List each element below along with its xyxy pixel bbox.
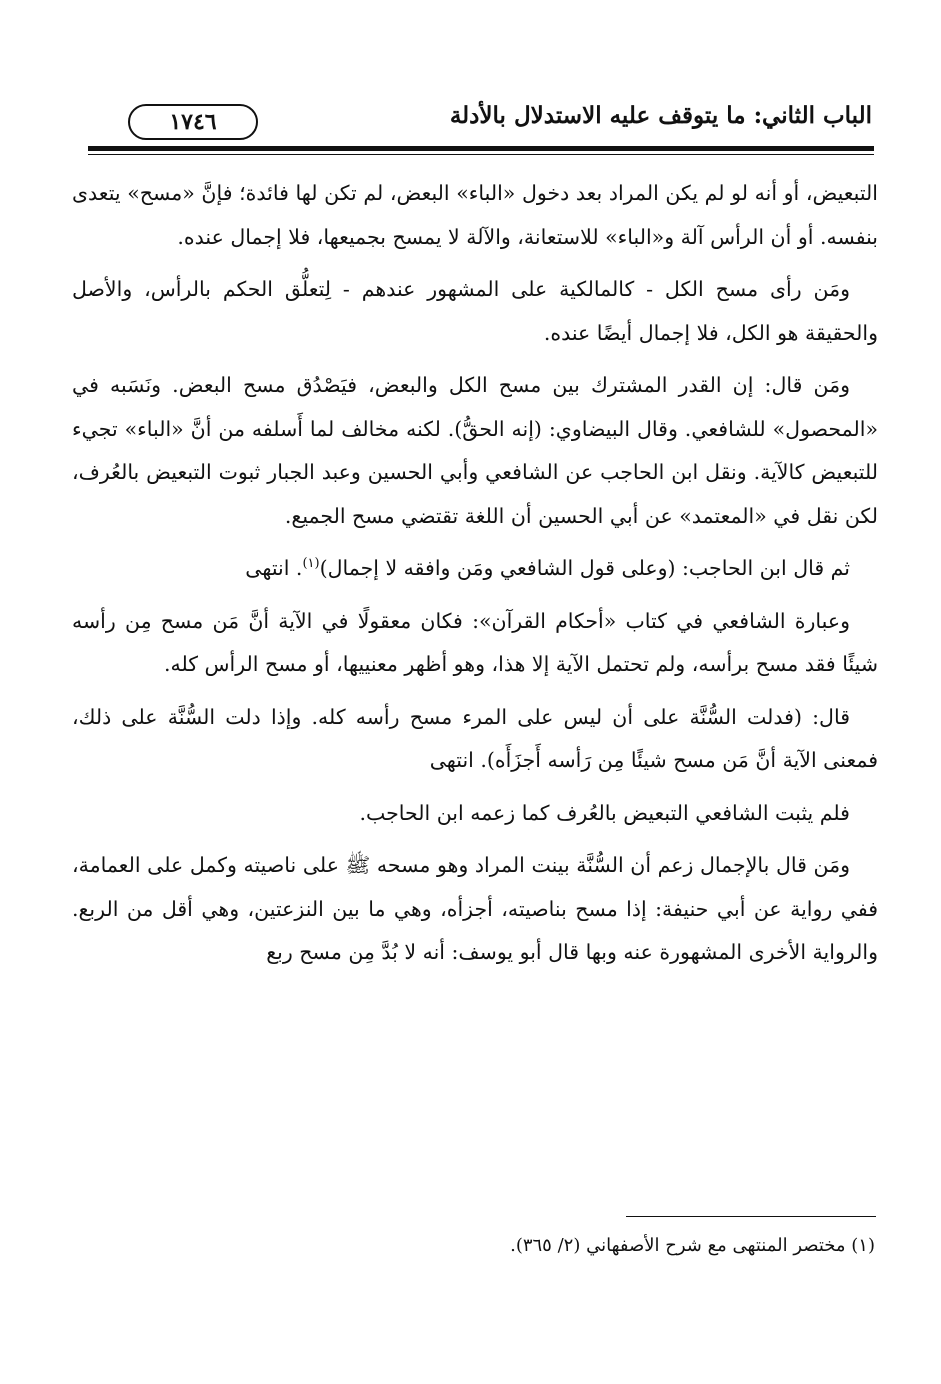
header-rule	[88, 146, 874, 151]
paragraph-8: ومَن قال بالإجمال زعم أن السُّنَّة بينت المراد وهو مسحه ﷺ على ناصيته وكمل على العمامة، ففي رواية عن أبي حنيفة: إذا مسح بناصيته، أجزأه، وهي ما بين النزعتين، وهي أقل من الربع. والرواية الأخرى المشهورة عنه وبها قال أبو يوسف: أنه لا بُدَّ مِن مسح ربع	[72, 853, 878, 964]
paragraph-5: وعبارة الشافعي في كتاب «أحكام القرآن»: فكان معقولًا في الآية أنَّ مَن مسح مِن رأسه شيئًا فقد مسح برأسه، ولم تحتمل الآية إلا هذا، وهو أظهر معنييها، أو مسح الرأس كله.	[72, 608, 878, 676]
body-text	[72, 172, 878, 984]
footnote: (١) مختصر المنتهى مع شرح الأصفهاني (٢/ ٣٦٥).	[510, 1235, 875, 1256]
paragraph-7: فلم يثبت الشافعي التبعيض بالعُرف كما زعمه ابن الحاجب.	[359, 800, 850, 825]
paragraph-4-text: ثم قال ابن الحاجب: (وعلى قول الشافعي ومَن وافقه لا إجمال)	[319, 556, 850, 580]
page-number: ١٧٤٦	[169, 109, 217, 135]
paragraph-3: ومَن قال: إن القدر المشترك بين مسح الكل والبعض، فيَصْدُق مسح البعض. ونَسَبه في «المحصول» للشافعي. وقال البيضاوي: (إنه الحقُّ). لكنه مخالف لما أَسلفه من أنَّ «الباء» تجيء للتبعيض كالآية. ونقل ابن الحاجب عن الشافعي وأبي الحسين وعبد الجبار ثبوت التبعيض بالعُرف، لكن نقل في «المعتمد» عن أبي الحسين أن اللغة تقتضي مسح الجميع.	[72, 373, 878, 528]
chapter-title: الباب الثاني: ما يتوقف عليه الاستدلال بالأدلة	[449, 102, 872, 129]
paragraph-2: ومَن رأى مسح الكل - كالمالكية على المشهور عندهم - لِتعلُّق الحكم بالرأس، والأصل والحقيقة هو الكل، فلا إجمال أيضًا عنده.	[72, 277, 878, 345]
paragraph-1: التبعيض، أو أنه لو لم يكن المراد بعد دخول «الباء» البعض، لم تكن لها فائدة؛ فإنَّ «مسح» يتعدى بنفسه. أو أن الرأس آلة و«الباء» للاستعانة، والآلة لا يمسح بجميعها، فلا إجمال عنده.	[72, 181, 878, 249]
page-header	[88, 96, 872, 148]
header-rule-thin	[88, 154, 874, 155]
page-number-badge	[128, 104, 258, 140]
footnote-separator	[626, 1216, 876, 1217]
paragraph-4-tail: . انتهى	[245, 556, 303, 580]
paragraph-4	[72, 547, 878, 591]
paragraph-6: قال: (فدلت السُّنَّة على أن ليس على المرء مسح رأسه كله. وإذا دلت السُّنَّة على ذلك، فمعنى الآية أنَّ مَن مسح شيئًا مِن رَأسه أَجزَأَه). انتهى	[72, 704, 878, 772]
footnote-reference: (١)	[302, 556, 320, 572]
